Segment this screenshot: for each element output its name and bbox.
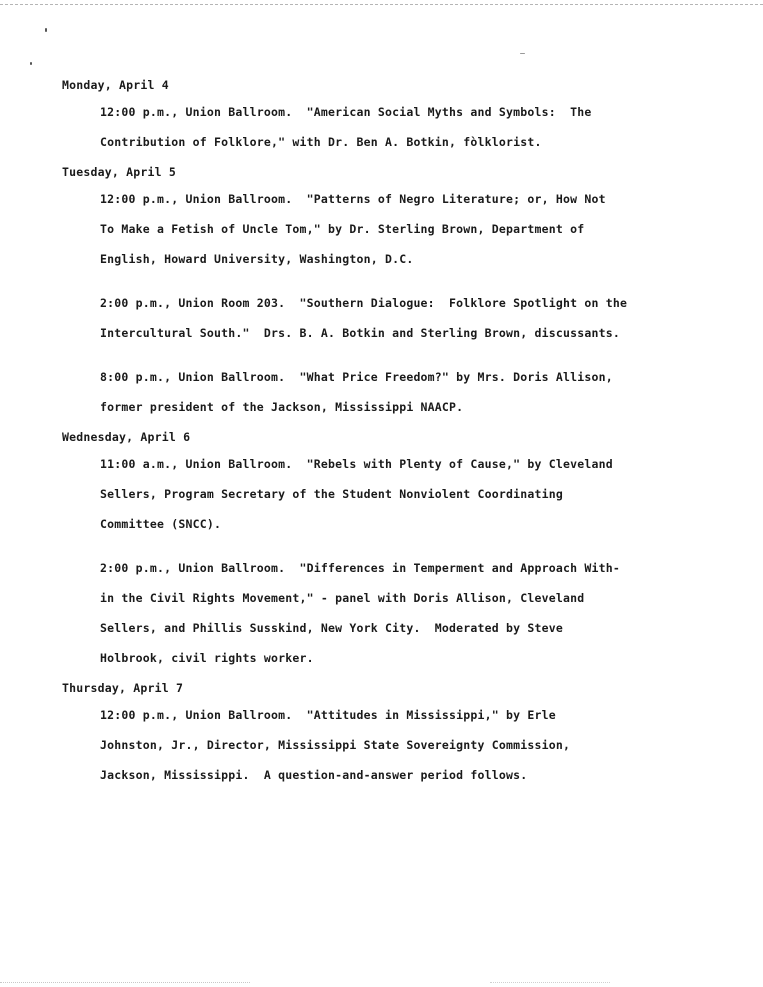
event-line: 2:00 p.m., Union Ballroom. "Differences in Temperment and Approach With- bbox=[100, 561, 621, 575]
event-entry bbox=[100, 707, 702, 797]
event-line: To Make a Fetish of Uncle Tom," by Dr. Sterling Brown, Department of bbox=[100, 222, 585, 236]
event-line: in the Civil Rights Movement," - panel with Doris Allison, Cleveland bbox=[100, 591, 585, 605]
event-entry bbox=[100, 560, 702, 680]
event-entry bbox=[100, 369, 702, 429]
event-line: 12:00 p.m., Union Ballroom. "American Social Myths and Symbols: The bbox=[100, 105, 592, 119]
event-entry bbox=[100, 191, 702, 281]
event-line: 2:00 p.m., Union Room 203. "Southern Dialogue: Folklore Spotlight on the bbox=[100, 296, 628, 310]
event-line: Holbrook, civil rights worker. bbox=[100, 651, 314, 665]
event-line: 8:00 p.m., Union Ballroom. "What Price Freedom?" by Mrs. Doris Allison, bbox=[100, 370, 613, 384]
event-entry bbox=[100, 456, 702, 546]
event-line: Sellers, Program Secretary of the Student Nonviolent Coordinating bbox=[100, 487, 564, 501]
scan-bottom-edge bbox=[0, 982, 250, 983]
event-line: 11:00 a.m., Union Ballroom. "Rebels with Plenty of Cause," by Cleveland bbox=[100, 457, 613, 471]
day-heading: Tuesday, April 5 bbox=[62, 165, 176, 179]
event-entry bbox=[100, 104, 702, 164]
scan-top-edge bbox=[0, 4, 763, 5]
event-entry bbox=[100, 295, 702, 355]
day-heading: Monday, April 4 bbox=[62, 78, 169, 92]
event-line: Contribution of Folklore," with Dr. Ben A. Botkin, fòlklorist. bbox=[100, 135, 542, 149]
event-line: former president of the Jackson, Mississippi NAACP. bbox=[100, 400, 464, 414]
event-line: English, Howard University, Washington, D.C. bbox=[100, 252, 414, 266]
scan-speck bbox=[45, 28, 47, 32]
event-line: Intercultural South." Drs. B. A. Botkin and Sterling Brown, discussants. bbox=[100, 326, 621, 340]
schedule-document bbox=[62, 77, 702, 797]
event-line: 12:00 p.m., Union Ballroom. "Attitudes in Mississippi," by Erle bbox=[100, 708, 556, 722]
day-heading: Thursday, April 7 bbox=[62, 681, 184, 695]
event-line: Johnston, Jr., Director, Mississippi State Sovereignty Commission, bbox=[100, 738, 571, 752]
event-line: Sellers, and Phillis Susskind, New York City. Moderated by Steve bbox=[100, 621, 564, 635]
scan-bottom-edge bbox=[490, 982, 610, 983]
day-heading: Wednesday, April 6 bbox=[62, 430, 191, 444]
event-line: Jackson, Mississippi. A question-and-answer period follows. bbox=[100, 768, 528, 782]
event-line: 12:00 p.m., Union Ballroom. "Patterns of Negro Literature; or, How Not bbox=[100, 192, 606, 206]
event-line: Committee (SNCC). bbox=[100, 517, 222, 531]
scan-speck bbox=[520, 53, 525, 54]
scan-speck bbox=[30, 62, 32, 65]
